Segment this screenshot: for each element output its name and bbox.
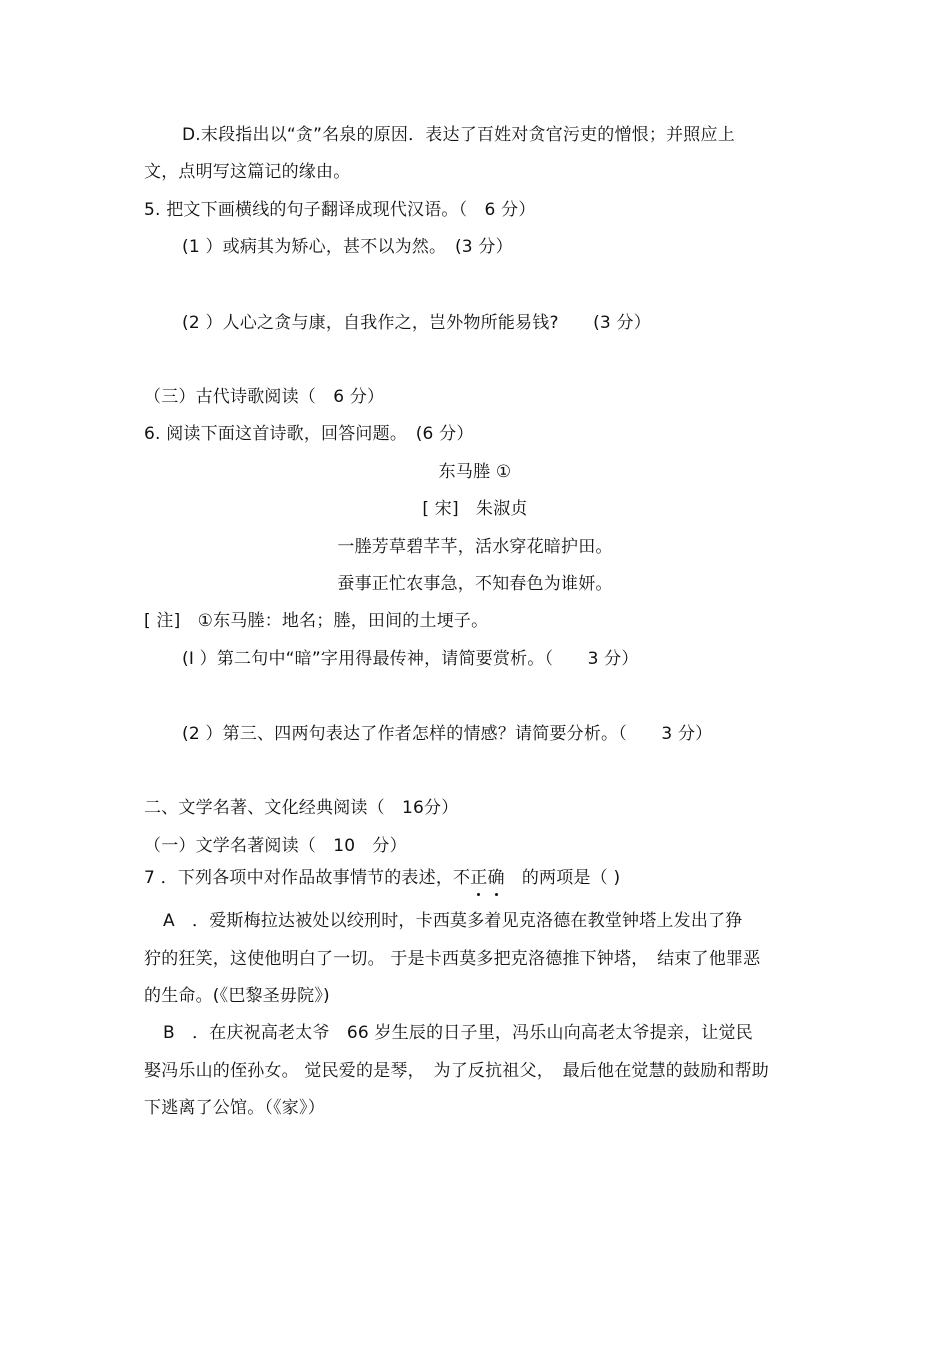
question-7-option-b-line-2: 娶冯乐山的侄孙女。 觉民爱的是琴， 为了反抗祖父， 最后他在觉慧的鼓励和帮助 [144, 1061, 770, 1081]
question-7-prefix: 7 ．下列各项中对作品故事情节的表述，不 [144, 868, 471, 888]
option-d-line-1: D.末段指出以“贪”名泉的原因．表达了百姓对贪官污吏的憎恨；并照应上 [182, 125, 735, 145]
question-7-title [144, 867, 620, 889]
question-7-option-b-line-1: B ．在庆祝高老太爷 66 岁生辰的日子里，冯乐山向高老太爷提亲，让觉民 [163, 1023, 753, 1043]
poem-author: [ 宋] 朱淑贞 [422, 499, 528, 519]
emphasis-char-2: 确 [487, 868, 505, 888]
question-6-item-1: (I ）第二句中“暗”字用得最传神，请简要赏析。（ 3 分） [182, 649, 639, 669]
question-5-item-1: (1 ）或病其为矫心，甚不以为然。 (3 分） [182, 237, 513, 257]
question-5-title: 5. 把文下画横线的句子翻译成现代汉语。（ 6 分） [144, 200, 536, 220]
question-6-title: 6. 阅读下面这首诗歌，回答问题。 (6 分） [144, 424, 474, 444]
question-5-item-2: (2 ）人心之贪与康，自我作之，岂外物所能易钱? (3 分） [182, 313, 651, 333]
poem-note: [ 注] ①东马塍：地名；塍，田间的土埂子。 [144, 611, 489, 631]
question-7-option-b-line-3: 下逃离了公馆。（《家》） [144, 1098, 325, 1118]
question-6-item-2: (2 ）第三、四两句表达了作者怎样的情感？请简要分析。（ 3 分） [182, 724, 713, 744]
question-7-option-a-line-1: A ．爱斯梅拉达被处以绞刑时，卡西莫多着见克洛德在教堂钟塔上发出了狰 [163, 911, 743, 931]
question-7-option-a-line-2: 狞的狂笑，这使他明白了一切。 于是卡西莫多把克洛德推下钟塔， 结束了他罪恶 [144, 949, 761, 969]
emphasis-char-1: 正 [470, 868, 488, 888]
part-2-title: 二、文学名著、文化经典阅读（ 16分） [144, 798, 459, 818]
question-7-option-a-line-3: 的生命。(《巴黎圣毋院》) [144, 986, 330, 1006]
question-7-suffix: 的两项是（ ) [504, 868, 621, 888]
poem-title: 东马塍 ① [438, 462, 512, 482]
poem-line-2: 蚕事正忙农事急，不知春色为谁妍。 [337, 574, 613, 594]
section-3-title: （三）古代诗歌阅读（ 6 分） [144, 387, 385, 407]
part-2-subsection-1: （一）文学名著阅读（ 10 分） [144, 836, 407, 856]
option-d-line-2: 文，点明写这篇记的缘由。 [144, 162, 351, 182]
poem-line-1: 一塍芳草碧芊芊，活水穿花暗护田。 [337, 537, 613, 557]
